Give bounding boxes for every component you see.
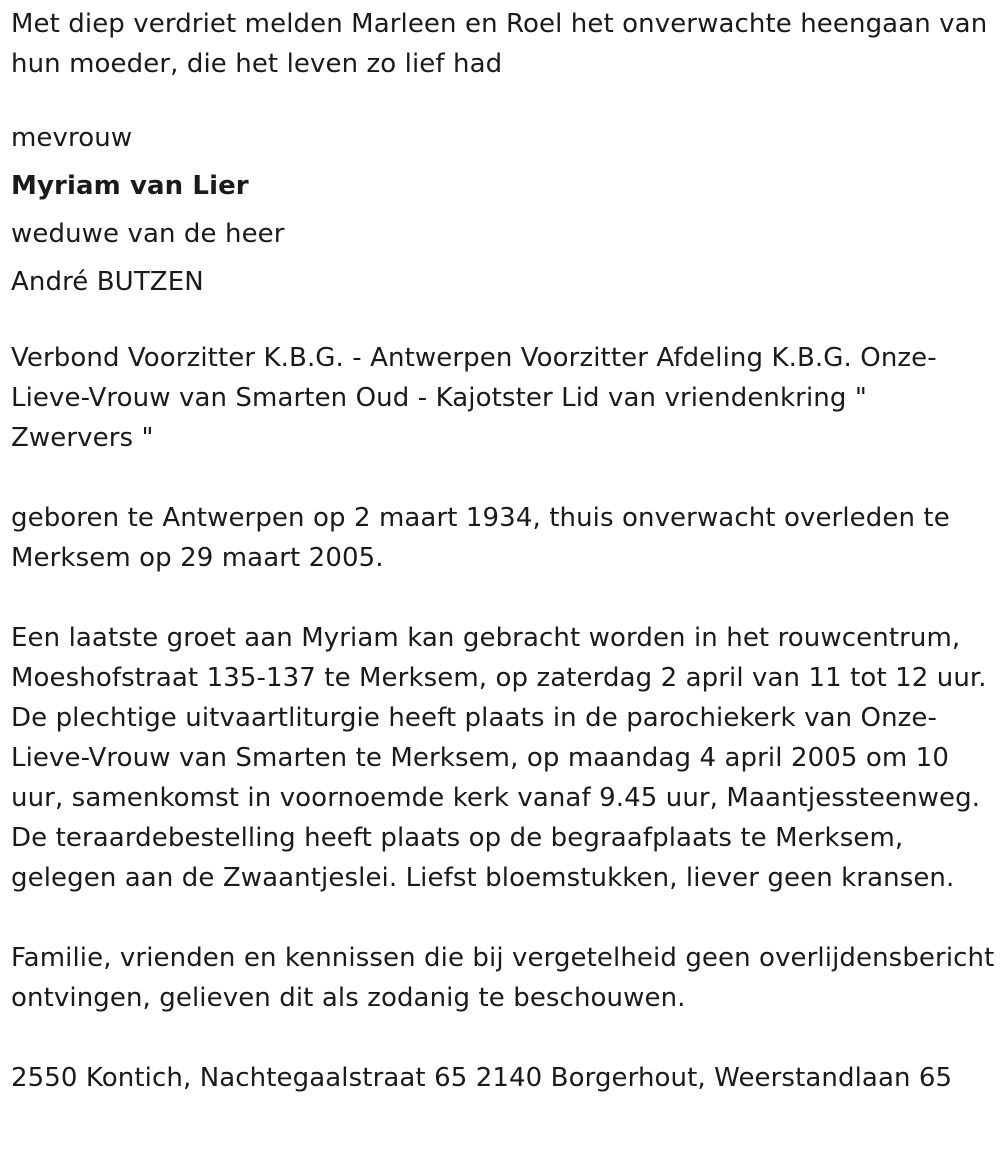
obituary-document [11, 4, 996, 1098]
ceremony-paragraph: Een laatste groet aan Myriam kan gebracht worden in het rouwcentrum, Moeshofstraat 135-137 te Merksem, op zaterdag 2 april van 11 tot 12 uur. De plechtige uitvaartliturgie heeft plaats in de parochiekerk van Onze-Lieve-Vrouw van Smarten te Merksem, op maandag 4 april 2005 om 10 uur, samenkomst in voornoemde kerk vanaf 9.45 uur, Maantjessteenweg. De teraardebestelling heeft plaats op de begraafplaats te Merksem, gelegen aan de Zwaantjeslei. Liefst bloemstukken, liever geen kransen. [11, 623, 987, 893]
deceased-name: Myriam van Lier [11, 171, 249, 201]
spouse-name: André BUTZEN [11, 267, 204, 297]
functions-paragraph: Verbond Voorzitter K.B.G. - Antwerpen Voorzitter Afdeling K.B.G. Onze-Lieve-Vrouw van Smarten Oud - Kajotster Lid van vriendenkring " Zwervers " [11, 343, 937, 453]
notice-paragraph: Familie, vrienden en kennissen die bij vergetelheid geen overlijdensbericht ontvingen, gelieven dit als zodanig te beschouwen. [11, 943, 995, 1013]
birth-death-paragraph: geboren te Antwerpen op 2 maart 1934, thuis onverwacht overleden te Merksem op 29 maart 2005. [11, 503, 950, 573]
relation-line: weduwe van de heer [11, 219, 285, 249]
intro-paragraph: Met diep verdriet melden Marleen en Roel het onverwachte heengaan van hun moeder, die het leven zo lief had [11, 9, 988, 79]
addresses-line: 2550 Kontich, Nachtegaalstraat 65 2140 Borgerhout, Weerstandlaan 65 [11, 1063, 953, 1093]
title-prefix: mevrouw [11, 123, 133, 153]
